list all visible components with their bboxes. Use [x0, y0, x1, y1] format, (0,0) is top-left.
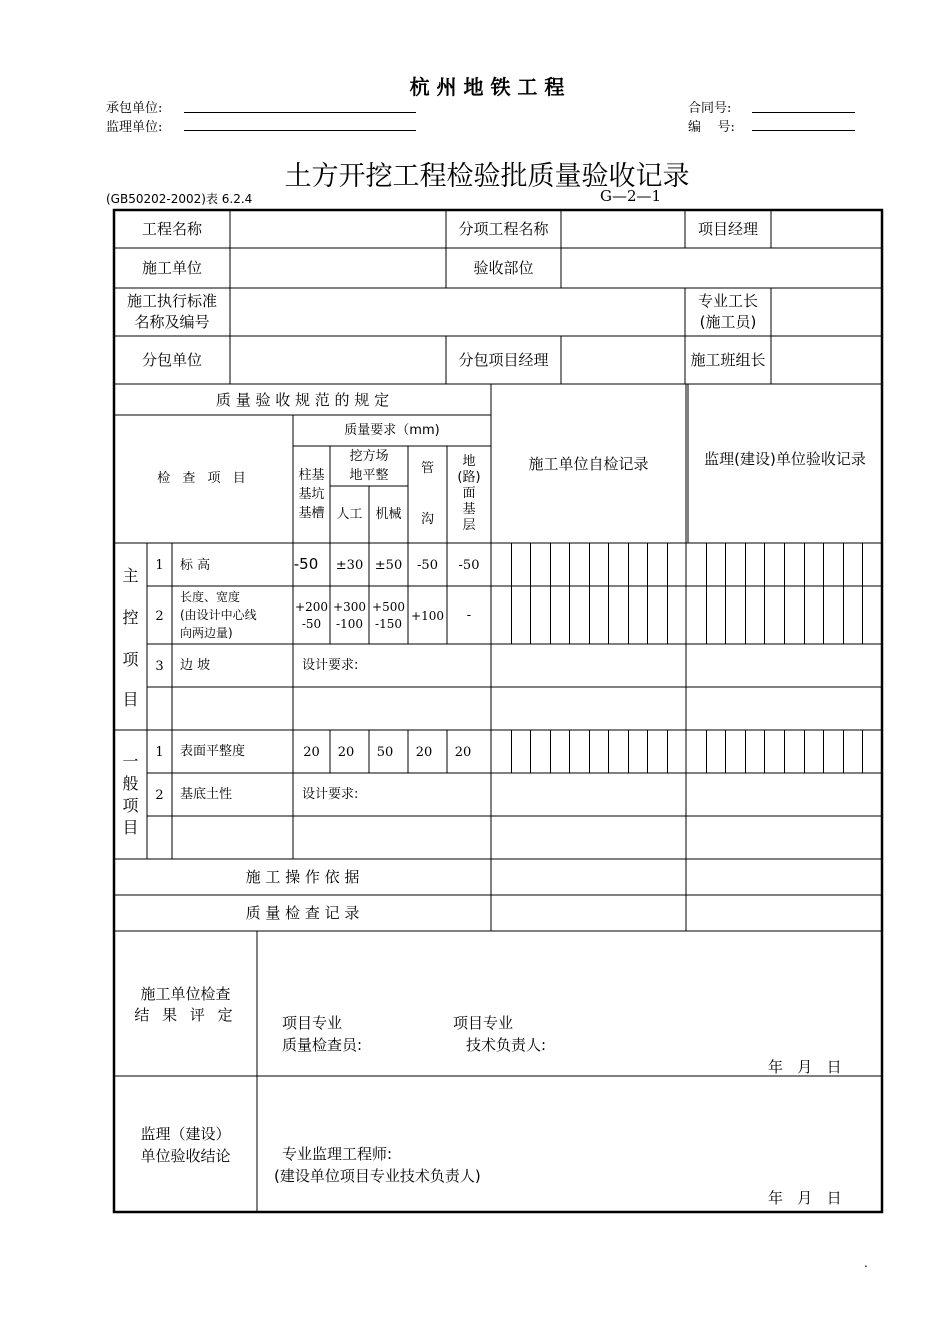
- main-label-3: 项: [122, 650, 139, 669]
- quality-record-label: 质 量 检 查 记 录: [245, 904, 360, 922]
- col-site-1: 挖方场: [349, 449, 389, 464]
- form-title: 土方开挖工程检验批质量验收记录: [284, 161, 690, 192]
- sub-pm-field[interactable]: [562, 337, 684, 383]
- col-road-3: 面: [462, 486, 476, 501]
- sub-project-name-field[interactable]: [562, 211, 684, 247]
- check-items-header: 检 查 项 目: [157, 471, 250, 486]
- project-name-label: 工程名称: [141, 220, 202, 238]
- supervisor-label: 监理单位:: [106, 120, 163, 135]
- general-row2-name: 基底土性: [180, 787, 233, 802]
- main-row2-no: 2: [155, 609, 164, 624]
- general-label-1: 一: [122, 752, 139, 771]
- main-row2-v5: -: [466, 608, 472, 623]
- conclusion-date: 年 月 日: [768, 1189, 842, 1207]
- main-row2-name-1: 长度、宽度: [180, 590, 241, 604]
- acceptance-part-label: 验收部位: [473, 259, 534, 277]
- main-row1-v3: ±50: [374, 558, 403, 573]
- evaluation-label-1: 施工单位检查: [140, 985, 231, 1003]
- quality-req-header: 质量要求（mm): [344, 423, 440, 438]
- main-row1-no: 1: [155, 558, 164, 573]
- col-pipe-1: 管: [420, 461, 434, 476]
- main-row3-name: 边 坡: [180, 658, 211, 673]
- org-title: 杭 州 地 铁 工 程: [409, 75, 565, 99]
- standard-label-2: 名称及编号: [134, 313, 210, 331]
- main-row2-v1b: -50: [301, 617, 322, 631]
- general-row1-v1: 20: [303, 745, 320, 760]
- main-row2-v1a: +200: [295, 600, 328, 614]
- col-road-2: (路): [457, 470, 481, 485]
- main-row2-name-2: (由设计中心线: [180, 608, 257, 622]
- contractor-label: 承包单位:: [106, 101, 163, 116]
- project-manager-field[interactable]: [772, 211, 880, 247]
- general-row1-no: 1: [155, 745, 164, 760]
- form-code: G—2—1: [600, 187, 662, 205]
- inspector-label-1: 项目专业: [282, 1014, 343, 1032]
- general-label-3: 项: [122, 796, 139, 815]
- serial-no-label: 编 号:: [688, 120, 735, 135]
- foreman-label-1: 专业工长: [697, 292, 758, 310]
- main-row2-v4: +100: [411, 609, 444, 623]
- general-row2-req: 设计要求:: [302, 787, 359, 802]
- contract-no-label: 合同号:: [688, 101, 732, 116]
- team-leader-label: 施工班组长: [690, 351, 766, 369]
- operation-basis-label: 施 工 操 作 依 据: [245, 868, 360, 886]
- subcontractor-field[interactable]: [231, 337, 445, 383]
- general-label-4: 目: [122, 818, 139, 837]
- main-row2-v2b: -100: [336, 617, 363, 631]
- main-row2-name-3: 向两边量): [180, 626, 233, 640]
- col-site-2: 地平整: [349, 468, 389, 483]
- tech-label-1: 项目专业: [453, 1014, 514, 1032]
- sub-project-name-label: 分项工程名称: [458, 220, 549, 238]
- standard-code: (GB50202-2002)表 6.2.4: [106, 192, 253, 206]
- construction-unit-label: 施工单位: [141, 259, 202, 277]
- col-pile-2: 基坑: [298, 487, 325, 502]
- project-name-field[interactable]: [231, 211, 445, 247]
- conclusion-label-1: 监理（建设）: [140, 1125, 231, 1143]
- general-row1-name: 表面平整度: [180, 744, 246, 759]
- col-road-4: 基: [462, 502, 476, 517]
- construction-unit-field[interactable]: [231, 249, 445, 287]
- standard-field[interactable]: [231, 289, 684, 335]
- col-pile-3: 基槽: [298, 506, 325, 521]
- acceptance-part-field[interactable]: [562, 249, 880, 287]
- evaluation-date: 年 月 日: [768, 1058, 842, 1076]
- main-row2-v3a: +500: [372, 600, 405, 614]
- col-pile-1: 柱基: [298, 468, 325, 483]
- footer-dot: .: [864, 1256, 868, 1270]
- general-row1-v5: 20: [454, 745, 472, 760]
- general-row1-v3: 50: [376, 745, 394, 760]
- col-machine: 机械: [375, 507, 402, 522]
- col-pipe-2: 沟: [420, 512, 434, 527]
- main-label-2: 控: [122, 608, 139, 627]
- conclusion-label-2: 单位验收结论: [140, 1147, 231, 1165]
- general-label-2: 般: [122, 774, 139, 793]
- main-row1-v4: -50: [417, 558, 438, 573]
- project-manager-label: 项目经理: [697, 220, 758, 238]
- tech-label-2: 技术负责人:: [466, 1036, 547, 1054]
- owner-label: (建设单位项目专业技术负责人): [274, 1167, 481, 1185]
- evaluation-label-2: 结 果 评 定: [134, 1006, 237, 1024]
- engineer-label: 专业监理工程师:: [282, 1145, 393, 1163]
- self-check-header: 施工单位自检记录: [528, 455, 649, 473]
- spec-header: 质 量 验 收 规 范 的 规 定: [215, 391, 390, 409]
- supervision-check-header: 监理(建设)单位验收记录: [704, 450, 866, 468]
- main-row2-v2a: +300: [333, 600, 366, 614]
- general-row1-v2: 20: [337, 745, 355, 760]
- main-label-1: 主: [122, 566, 139, 585]
- general-row2-no: 2: [155, 788, 164, 803]
- general-row1-v4: 20: [415, 745, 433, 760]
- col-road-5: 层: [462, 518, 476, 533]
- main-row1-v1: -50: [293, 555, 319, 573]
- main-row1-name: 标 高: [180, 558, 211, 573]
- subcontractor-label: 分包单位: [141, 351, 202, 369]
- col-manual: 人工: [336, 507, 363, 522]
- col-road-1: 地: [462, 454, 476, 469]
- standard-label-1: 施工执行标准: [126, 292, 217, 310]
- foreman-label-2: (施工员): [699, 313, 757, 331]
- sub-pm-label: 分包项目经理: [458, 351, 549, 369]
- main-row3-no: 3: [155, 659, 164, 674]
- main-row1-v5: -50: [458, 558, 480, 573]
- main-row3-req: 设计要求:: [302, 658, 359, 673]
- inspector-label-2: 质量检查员:: [282, 1036, 363, 1054]
- main-row2-v3b: -150: [375, 617, 402, 631]
- team-leader-field[interactable]: [772, 337, 880, 383]
- main-label-4: 目: [122, 690, 139, 709]
- foreman-field[interactable]: [772, 289, 880, 335]
- main-row1-v2: ±30: [335, 558, 364, 573]
